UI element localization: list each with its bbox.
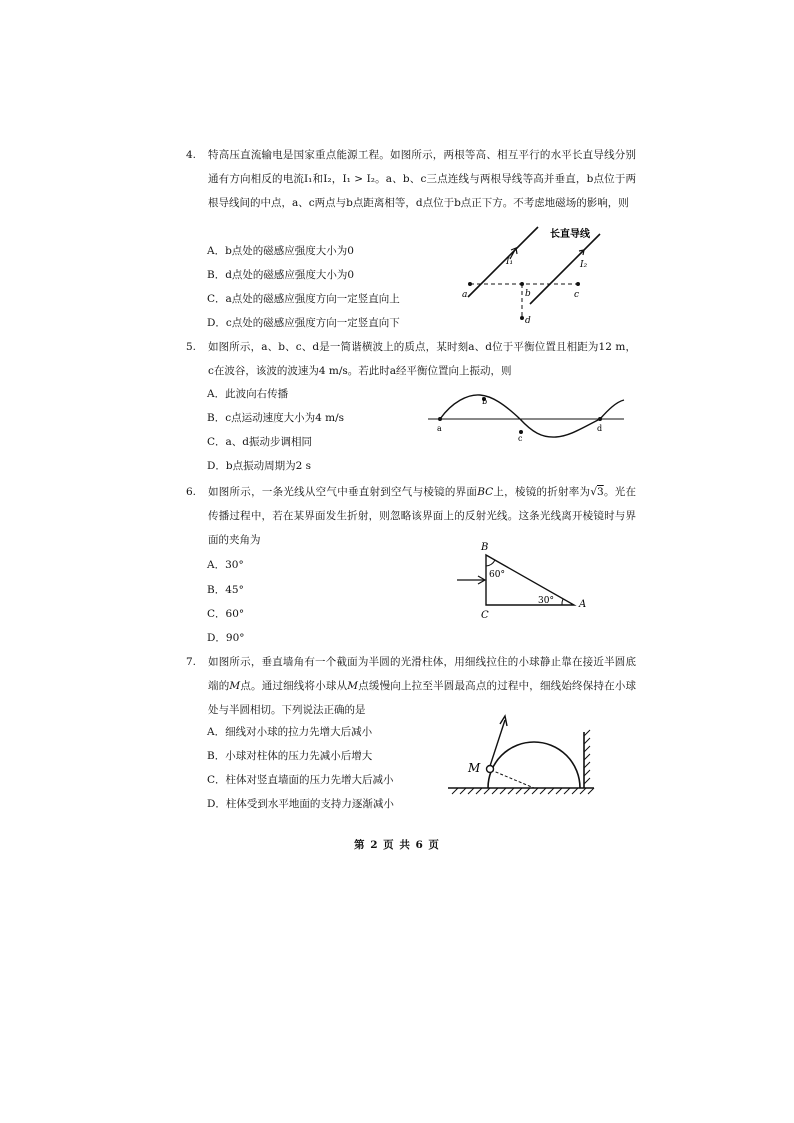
- question-stem: 特高压直流输电是国家重点能源工程。如图所示，两根等高、相互平行的水平长直导线分别通有方向相反的电流I₁和I₂，I₁ > I₂。a、b、c三点连线与两根导线等高并垂直，b点位于两根导线间的中点，a、c两点与b点距离相等，d点位于b点正下方。不考虑地磁场的影响，则: [208, 149, 636, 209]
- question-number: 6.: [186, 486, 197, 498]
- wire-1: [468, 227, 538, 297]
- point-d-label: d: [525, 316, 531, 326]
- prism-diagram: [452, 540, 602, 620]
- angle-a-arc: [562, 599, 563, 605]
- point-d-label: d: [597, 424, 603, 433]
- option-d: D．b点振动周期为2 s: [207, 460, 312, 472]
- wave-diagram: [428, 390, 628, 443]
- question-5: [186, 335, 636, 383]
- vertex-c-label: C: [481, 610, 489, 621]
- option-c: C．柱体对竖直墙面的压力先增大后减小: [207, 774, 394, 786]
- wire-2: [530, 234, 600, 304]
- option-d: D．c点处的磁感应强度方向一定竖直向下: [207, 317, 400, 329]
- vertex-a-label: A: [579, 599, 587, 610]
- point-a-label: a: [437, 424, 442, 433]
- option-b: B．c点运动速度大小为4 m/s: [207, 412, 344, 424]
- angle-a-label: 30°: [538, 596, 554, 606]
- question-number: 7.: [186, 656, 197, 668]
- current-1-label: I₁: [506, 257, 514, 267]
- point-b-label: b: [482, 397, 488, 406]
- radius-line: [491, 770, 534, 788]
- question-stem: 如图所示，垂直墙角有一个截面为半圆的光滑柱体，用细线拉住的小球静止靠在接近半圆底端的M点。通过细线将小球从M点缓慢向上拉至半圆最高点的过程中，细线始终保持在小球处与半圆相切。下列说法正确的是: [208, 656, 637, 716]
- question-stem: 如图所示，a、b、c、d是一简谐横波上的质点，某时刻a、d位于平衡位置且相距为12 m，c在波谷，该波的波速为4 m/s。若此时a经平衡位置向上振动，则: [208, 341, 636, 377]
- point-c-label: c: [574, 290, 580, 300]
- point-b-label: b: [525, 289, 531, 299]
- point-c-label: c: [518, 434, 523, 443]
- angle-b-arc: [486, 560, 495, 566]
- option-b: B．小球对柱体的压力先减小后增大: [207, 750, 373, 762]
- option-b: B．45°: [207, 584, 244, 596]
- ground-hatching: [452, 788, 594, 794]
- option-b: B．d点处的磁感应强度大小为0: [207, 269, 355, 281]
- page-footer: 第 2 页 共 6 页: [354, 839, 440, 851]
- wire-label: 长直导线: [550, 229, 590, 240]
- hemisphere-diagram: [448, 712, 608, 802]
- question-number: 4.: [186, 149, 197, 161]
- ball: [487, 766, 494, 773]
- current-2-label: I₂: [580, 260, 588, 270]
- option-a: A．此波向右传播: [207, 388, 289, 400]
- angle-b-label: 60°: [489, 570, 505, 580]
- option-a: A．30°: [207, 559, 244, 571]
- hemisphere: [488, 742, 580, 788]
- current-2-arrow: [576, 250, 584, 258]
- option-d: D．柱体受到水平地面的支持力逐渐减小: [207, 798, 394, 810]
- question-number: 5.: [186, 341, 197, 353]
- point-m-label: M: [468, 761, 481, 775]
- prism-triangle: [486, 555, 574, 605]
- question-4: [186, 143, 636, 215]
- wire-diagram: [458, 222, 618, 332]
- option-c: C．60°: [207, 608, 245, 620]
- option-c: C．a点处的磁感应强度方向一定竖直向上: [207, 293, 400, 305]
- option-c: C．a、d振动步调相同: [207, 436, 313, 448]
- question-stem: 如图所示，一条光线从空气中垂直射到空气与棱镜的界面BC上，棱镜的折射率为√3。光在传播过程中，若在某界面发生折射，则忽略该界面上的反射光线。这条光线离开棱镜时与界面的夹角为: [208, 486, 637, 546]
- option-d: D．90°: [207, 632, 245, 644]
- vertex-b-label: B: [481, 542, 489, 553]
- wall-hatching: [584, 730, 590, 784]
- option-a: A．b点处的磁感应强度大小为0: [207, 245, 354, 257]
- point-a-label: a: [462, 290, 468, 300]
- option-a: A．细线对小球的拉力先增大后减小: [207, 726, 373, 738]
